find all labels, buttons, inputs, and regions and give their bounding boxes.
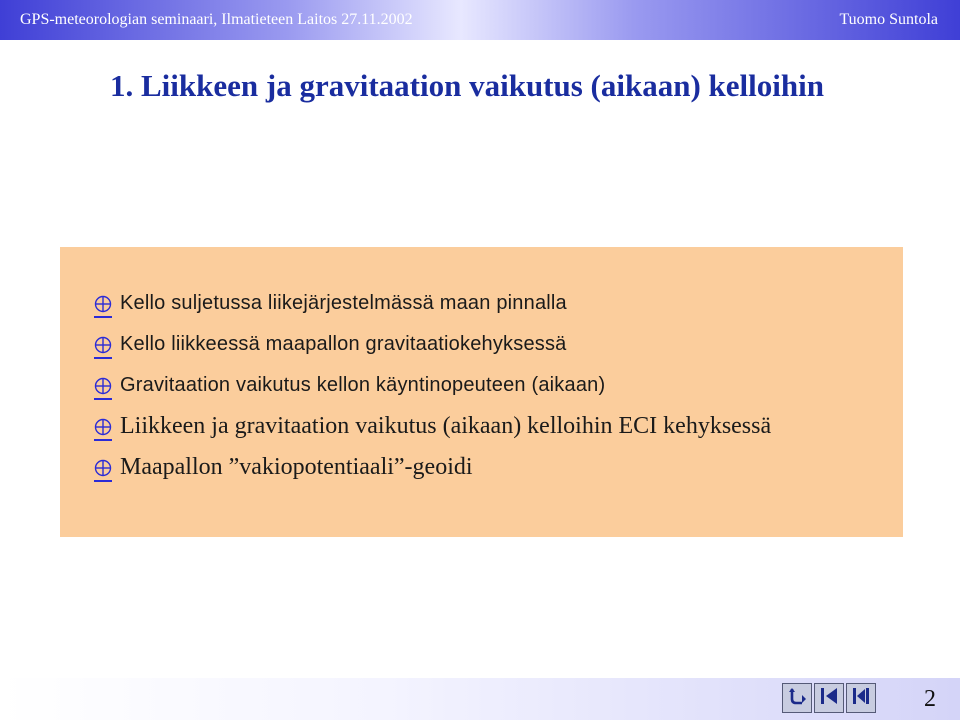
return-button[interactable]: [782, 683, 812, 713]
circle-plus-icon: [92, 334, 114, 356]
bullet-item: [92, 406, 771, 447]
bullet-item: [92, 447, 771, 488]
bullet-item: [92, 324, 771, 365]
bullet-text: Kello liikkeessä maapallon gravitaatiokehyksessä: [120, 333, 567, 355]
circle-plus-icon: [92, 457, 114, 479]
slide-navigation: [782, 683, 876, 713]
circle-plus-icon: [92, 293, 114, 315]
bullet-text: Kello suljetussa liikejärjestelmässä maan pinnalla: [120, 292, 567, 314]
page-number: 2: [924, 686, 936, 712]
bullet-item: [92, 283, 771, 324]
bullet-list: [92, 283, 771, 488]
bullet-text: Gravitaation vaikutus kellon käyntinopeuteen (aikaan): [120, 374, 606, 396]
content-box: [60, 247, 903, 537]
previous-slide-icon: [818, 685, 840, 712]
first-slide-button[interactable]: [846, 683, 876, 713]
header-seminar-info: GPS-meteorologian seminaari, Ilmatieteen Laitos 27.11.2002: [20, 11, 413, 28]
circle-plus-icon: [92, 416, 114, 438]
circle-plus-icon: [92, 375, 114, 397]
header-author: Tuomo Suntola: [839, 11, 938, 28]
previous-slide-button[interactable]: [814, 683, 844, 713]
bullet-text: Maapallon ”vakiopotentiaali”-geoidi: [120, 454, 473, 480]
bullet-text: Liikkeen ja gravitaation vaikutus (aikaan) kelloihin ECI kehyksessä: [120, 413, 772, 439]
header-bar: [0, 0, 960, 40]
bullet-item: [92, 365, 771, 406]
slide-title: 1. Liikkeen ja gravitaation vaikutus (aikaan) kelloihin: [110, 68, 824, 103]
first-slide-icon: [850, 685, 872, 712]
return-arrow-icon: [786, 685, 808, 712]
